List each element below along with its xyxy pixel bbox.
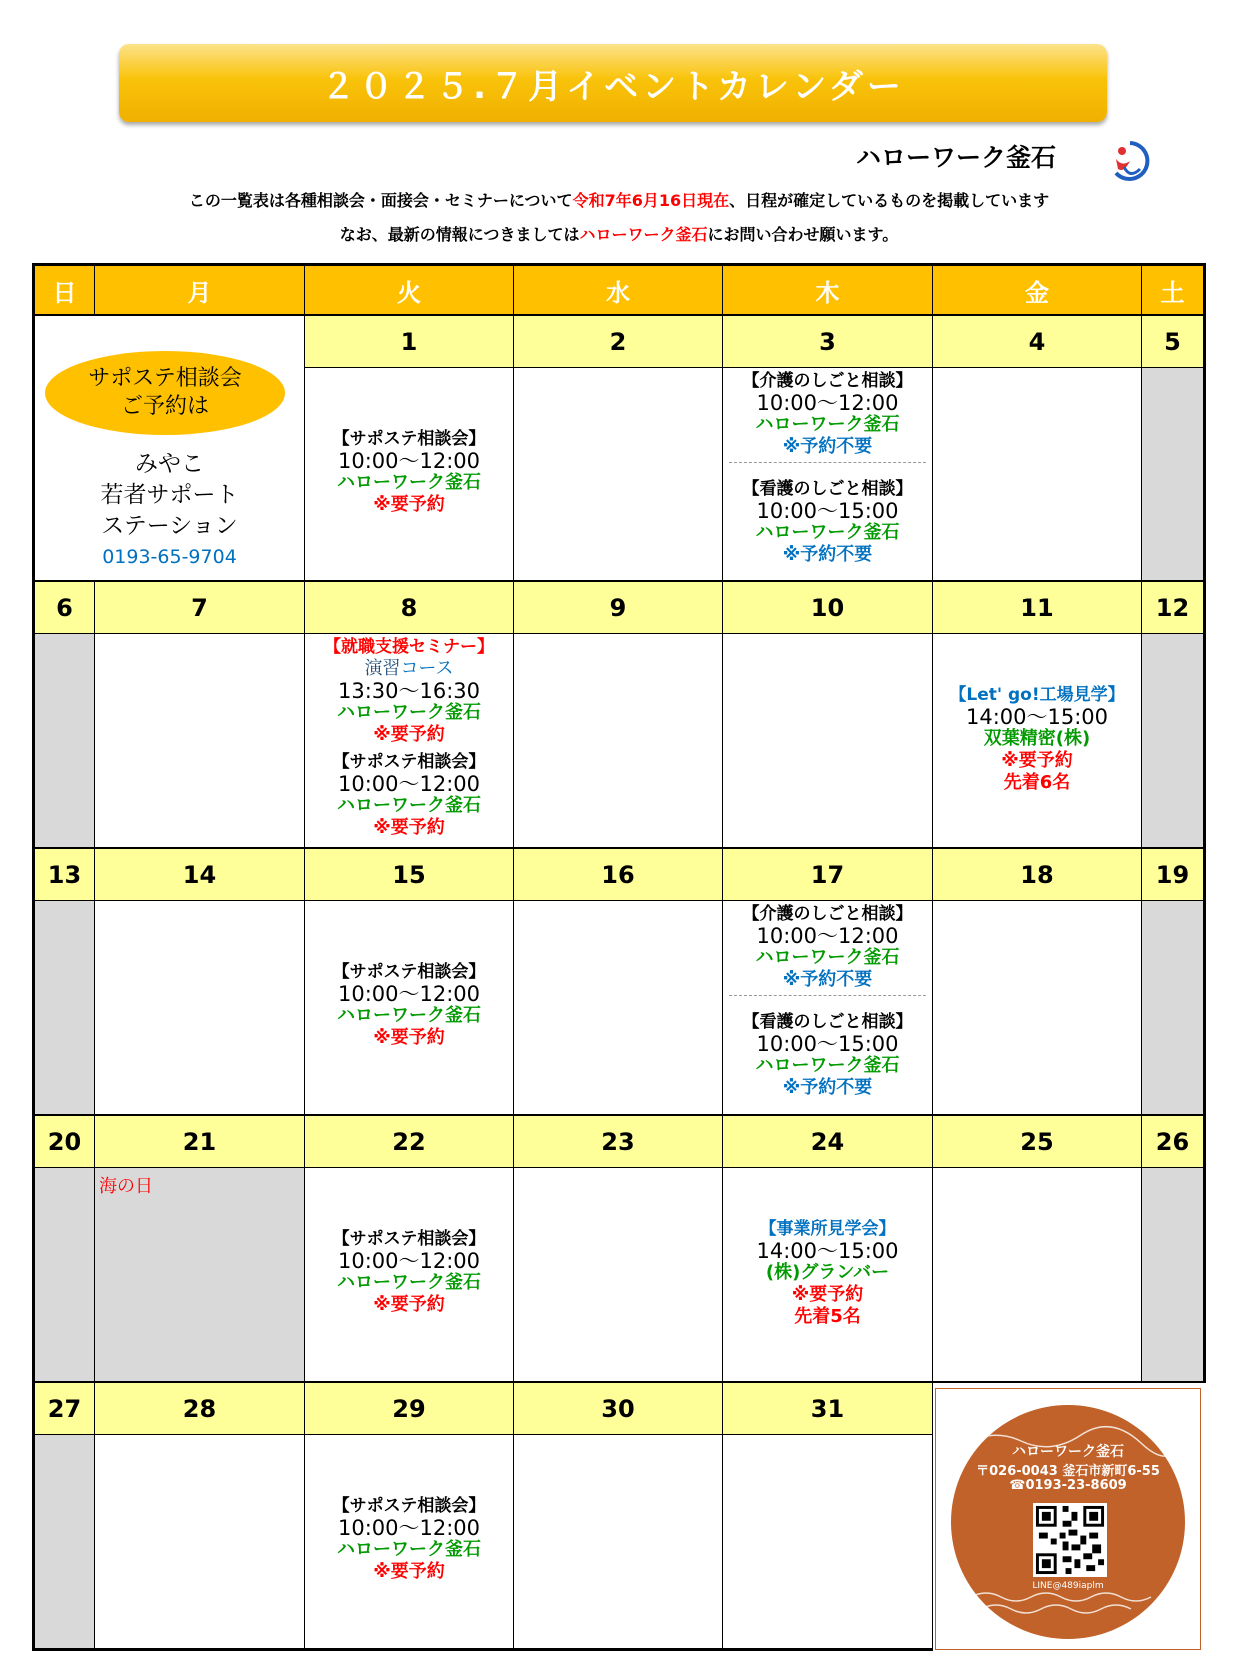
date-number: 31: [722, 1382, 933, 1435]
event-note: ※予約不要: [782, 969, 873, 990]
day-cell: [513, 633, 723, 849]
date-number: 30: [513, 1382, 723, 1435]
event-time: 14:00～15:00: [965, 705, 1109, 729]
weekday-mon: 月: [94, 263, 305, 316]
event-place: (株)グランバー: [765, 1262, 890, 1283]
event-title: 【看護のしごと相談】: [742, 479, 913, 499]
day-cell: [722, 1434, 933, 1651]
event-note: ※予約不要: [782, 1077, 873, 1098]
day-cell: [722, 367, 933, 582]
date-number: 4: [932, 315, 1142, 368]
day-cell: [94, 1434, 305, 1651]
date-number: 24: [722, 1115, 933, 1168]
event-note: ※要予約: [373, 724, 445, 745]
consult-note-oval: [45, 351, 285, 435]
event-sapo: [305, 961, 513, 1049]
day-cell: [304, 367, 514, 582]
date-number: 26: [1141, 1115, 1206, 1168]
date-number: 15: [304, 848, 514, 901]
event-time: 10:00～15:00: [756, 1032, 899, 1056]
day-cell: [1141, 367, 1206, 582]
date-number: 21: [94, 1115, 305, 1168]
event-time: 10:00～12:00: [337, 1516, 481, 1540]
date-number: 18: [932, 848, 1142, 901]
event-title: 【サポステ相談会】: [332, 1229, 486, 1249]
date-number: 1: [304, 315, 514, 368]
day-cell: [513, 1167, 723, 1383]
day-cell: [932, 900, 1142, 1116]
date-number: 25: [932, 1115, 1142, 1168]
day-cell: [94, 900, 305, 1116]
calendar-grid: [32, 263, 1206, 1651]
day-cell: [932, 1167, 1142, 1383]
event-kaigo: [723, 370, 932, 458]
event-time: 13:30～16:30: [337, 679, 481, 703]
event-seminar: [305, 636, 513, 746]
day-cell: [513, 367, 723, 582]
event-title: 【サポステ相談会】: [332, 752, 486, 772]
date-number: 9: [513, 581, 723, 634]
weekday-sun: 日: [32, 263, 95, 316]
event-place: ハローワーク釜石: [755, 414, 900, 435]
day-cell: [1141, 900, 1206, 1116]
day-cell: [932, 367, 1142, 582]
divider: [729, 462, 926, 463]
event-note: ※要予約: [373, 1561, 445, 1582]
event-note: ※要予約: [791, 1284, 864, 1305]
note-oval-line: ご予約は: [120, 394, 209, 419]
event-sapo: [305, 428, 513, 516]
title-banner: [119, 44, 1107, 122]
date-number: 29: [304, 1382, 514, 1435]
event-title: 【サポステ相談会】: [332, 962, 486, 982]
day-cell: [32, 1434, 95, 1651]
date-number: 14: [94, 848, 305, 901]
event-note: ※予約不要: [782, 436, 873, 457]
hellowork-logo-icon: [1108, 139, 1152, 183]
event-time: 10:00～12:00: [337, 1249, 481, 1273]
event-title: 【看護のしごと相談】: [742, 1012, 913, 1032]
event-place: ハローワーク釜石: [337, 702, 481, 723]
day-cell: [513, 900, 723, 1116]
event-note: ※要予約: [1001, 750, 1073, 771]
event-sapo: [305, 751, 513, 839]
event-office-tour: [723, 1218, 932, 1328]
date-number: 16: [513, 848, 723, 901]
intro-line-1: [0, 188, 1238, 211]
day-cell: [932, 633, 1142, 849]
event-time: 10:00～12:00: [756, 924, 899, 948]
date-number: 27: [32, 1382, 95, 1435]
event-title: 【介護のしごと相談】: [742, 371, 913, 391]
date-number: 5: [1141, 315, 1206, 368]
event-title: 【介護のしごと相談】: [742, 904, 913, 924]
contact-circle: [951, 1405, 1185, 1639]
office-name: ハローワーク釜石: [856, 143, 1057, 172]
date-number: 28: [94, 1382, 305, 1435]
event-sapo: [305, 1495, 513, 1583]
event-place: 双葉精密(株): [983, 728, 1091, 749]
event-title: 【Let' go!工場見学】: [949, 685, 1125, 705]
date-number: 12: [1141, 581, 1206, 634]
divider: [729, 995, 926, 996]
day-cell: [94, 1167, 305, 1383]
event-note: ※要予約: [373, 1027, 445, 1048]
event-time: 10:00～15:00: [756, 499, 899, 523]
event-limit: 先着6名: [1003, 772, 1071, 793]
course-label: コース: [400, 658, 454, 679]
event-kaigo: [723, 903, 932, 991]
qr-code-icon[interactable]: [1033, 1503, 1107, 1577]
day-cell: [722, 900, 933, 1116]
day-cell: [32, 900, 95, 1116]
intro-office: ハローワーク釜石: [579, 225, 708, 244]
day-cell: [722, 1167, 933, 1383]
day-cell: [32, 1167, 95, 1383]
date-number: 8: [304, 581, 514, 634]
note-phone: 0193-65-9704: [102, 546, 237, 568]
event-place: ハローワーク釜石: [337, 1539, 481, 1560]
day-cell: [304, 900, 514, 1116]
card-phone: ☎0193-23-8609: [1009, 1478, 1127, 1493]
day-cell: [304, 633, 514, 849]
event-title: 【サポステ相談会】: [332, 1496, 486, 1516]
day-cell: [304, 1167, 514, 1383]
weekday-fri: 金: [932, 263, 1142, 316]
day-cell: [32, 633, 95, 849]
event-title: 【就職支援セミナー】: [324, 637, 494, 657]
event-note: ※要予約: [373, 494, 445, 515]
course-label: 演習: [364, 658, 401, 679]
intro-text: 、日程が確定しているものを掲載しています: [729, 191, 1050, 210]
event-place: ハローワーク釜石: [337, 1005, 481, 1026]
date-number: 17: [722, 848, 933, 901]
date-number: 22: [304, 1115, 514, 1168]
event-note: ※予約不要: [782, 544, 873, 565]
event-kango: [723, 478, 932, 566]
card-address: 〒026-0043 釜石市新町6-55: [976, 1464, 1160, 1479]
event-time: 10:00～12:00: [337, 772, 481, 796]
date-number: 20: [32, 1115, 95, 1168]
event-place: ハローワーク釜石: [337, 795, 481, 816]
weekday-wed: 水: [513, 263, 723, 316]
date-number: 10: [722, 581, 933, 634]
event-time: 10:00～12:00: [756, 391, 899, 415]
note-org-line: みやこ: [135, 451, 204, 477]
intro-date: 令和7年6月16日現在: [572, 191, 730, 210]
event-place: ハローワーク釜石: [755, 522, 900, 543]
event-factory: [933, 684, 1141, 794]
note-org-line: 若者サポート: [100, 482, 239, 508]
event-place: ハローワーク釜石: [337, 472, 481, 493]
page-title: ２０２５.７月イベントカレンダー: [321, 66, 905, 107]
weekday-sat: 土: [1141, 263, 1206, 316]
event-title: 【サポステ相談会】: [332, 429, 486, 449]
event-sapo: [305, 1228, 513, 1316]
date-number: 7: [94, 581, 305, 634]
date-number: 11: [932, 581, 1142, 634]
date-number: 13: [32, 848, 95, 901]
weekday-tue: 火: [304, 263, 514, 316]
contact-card: [935, 1388, 1201, 1650]
event-kango: [723, 1011, 932, 1099]
date-number: 19: [1141, 848, 1206, 901]
event-limit: 先着5名: [794, 1306, 861, 1327]
event-title: 【事業所見学会】: [759, 1219, 896, 1239]
note-cell: [32, 315, 305, 582]
event-time: 10:00～12:00: [337, 449, 481, 473]
event-course: [305, 658, 513, 680]
day-cell: [1141, 1167, 1206, 1383]
date-number: 6: [32, 581, 95, 634]
card-office-name: ハローワーク釜石: [1012, 1444, 1124, 1460]
event-note: ※要予約: [373, 817, 445, 838]
event-note: ※要予約: [373, 1294, 445, 1315]
card-line-id: LINE@489iaplm: [1032, 1581, 1104, 1591]
day-cell: [722, 633, 933, 849]
date-number: 3: [722, 315, 933, 368]
note-oval-line: サポステ相談会: [88, 366, 242, 391]
intro-line-2: [0, 222, 1238, 245]
day-cell: [304, 1434, 514, 1651]
intro-text: この一覧表は各種相談会・面接会・セミナーについて: [188, 191, 573, 210]
event-place: ハローワーク釜石: [755, 1055, 900, 1076]
intro-text: なお、最新の情報につきましては: [339, 225, 580, 244]
holiday-label: 海の日: [99, 1176, 153, 1197]
event-place: ハローワーク釜石: [755, 947, 900, 968]
event-time: 10:00～12:00: [337, 982, 481, 1006]
intro-text: にお問い合わせ願います。: [707, 225, 899, 244]
date-number: 2: [513, 315, 723, 368]
note-org-line: ステーション: [101, 513, 238, 539]
date-number: 23: [513, 1115, 723, 1168]
weekday-thu: 木: [722, 263, 933, 316]
day-cell: [513, 1434, 723, 1651]
event-place: ハローワーク釜石: [337, 1272, 481, 1293]
day-cell: [94, 633, 305, 849]
day-cell: [1141, 633, 1206, 849]
event-time: 14:00～15:00: [756, 1239, 899, 1263]
